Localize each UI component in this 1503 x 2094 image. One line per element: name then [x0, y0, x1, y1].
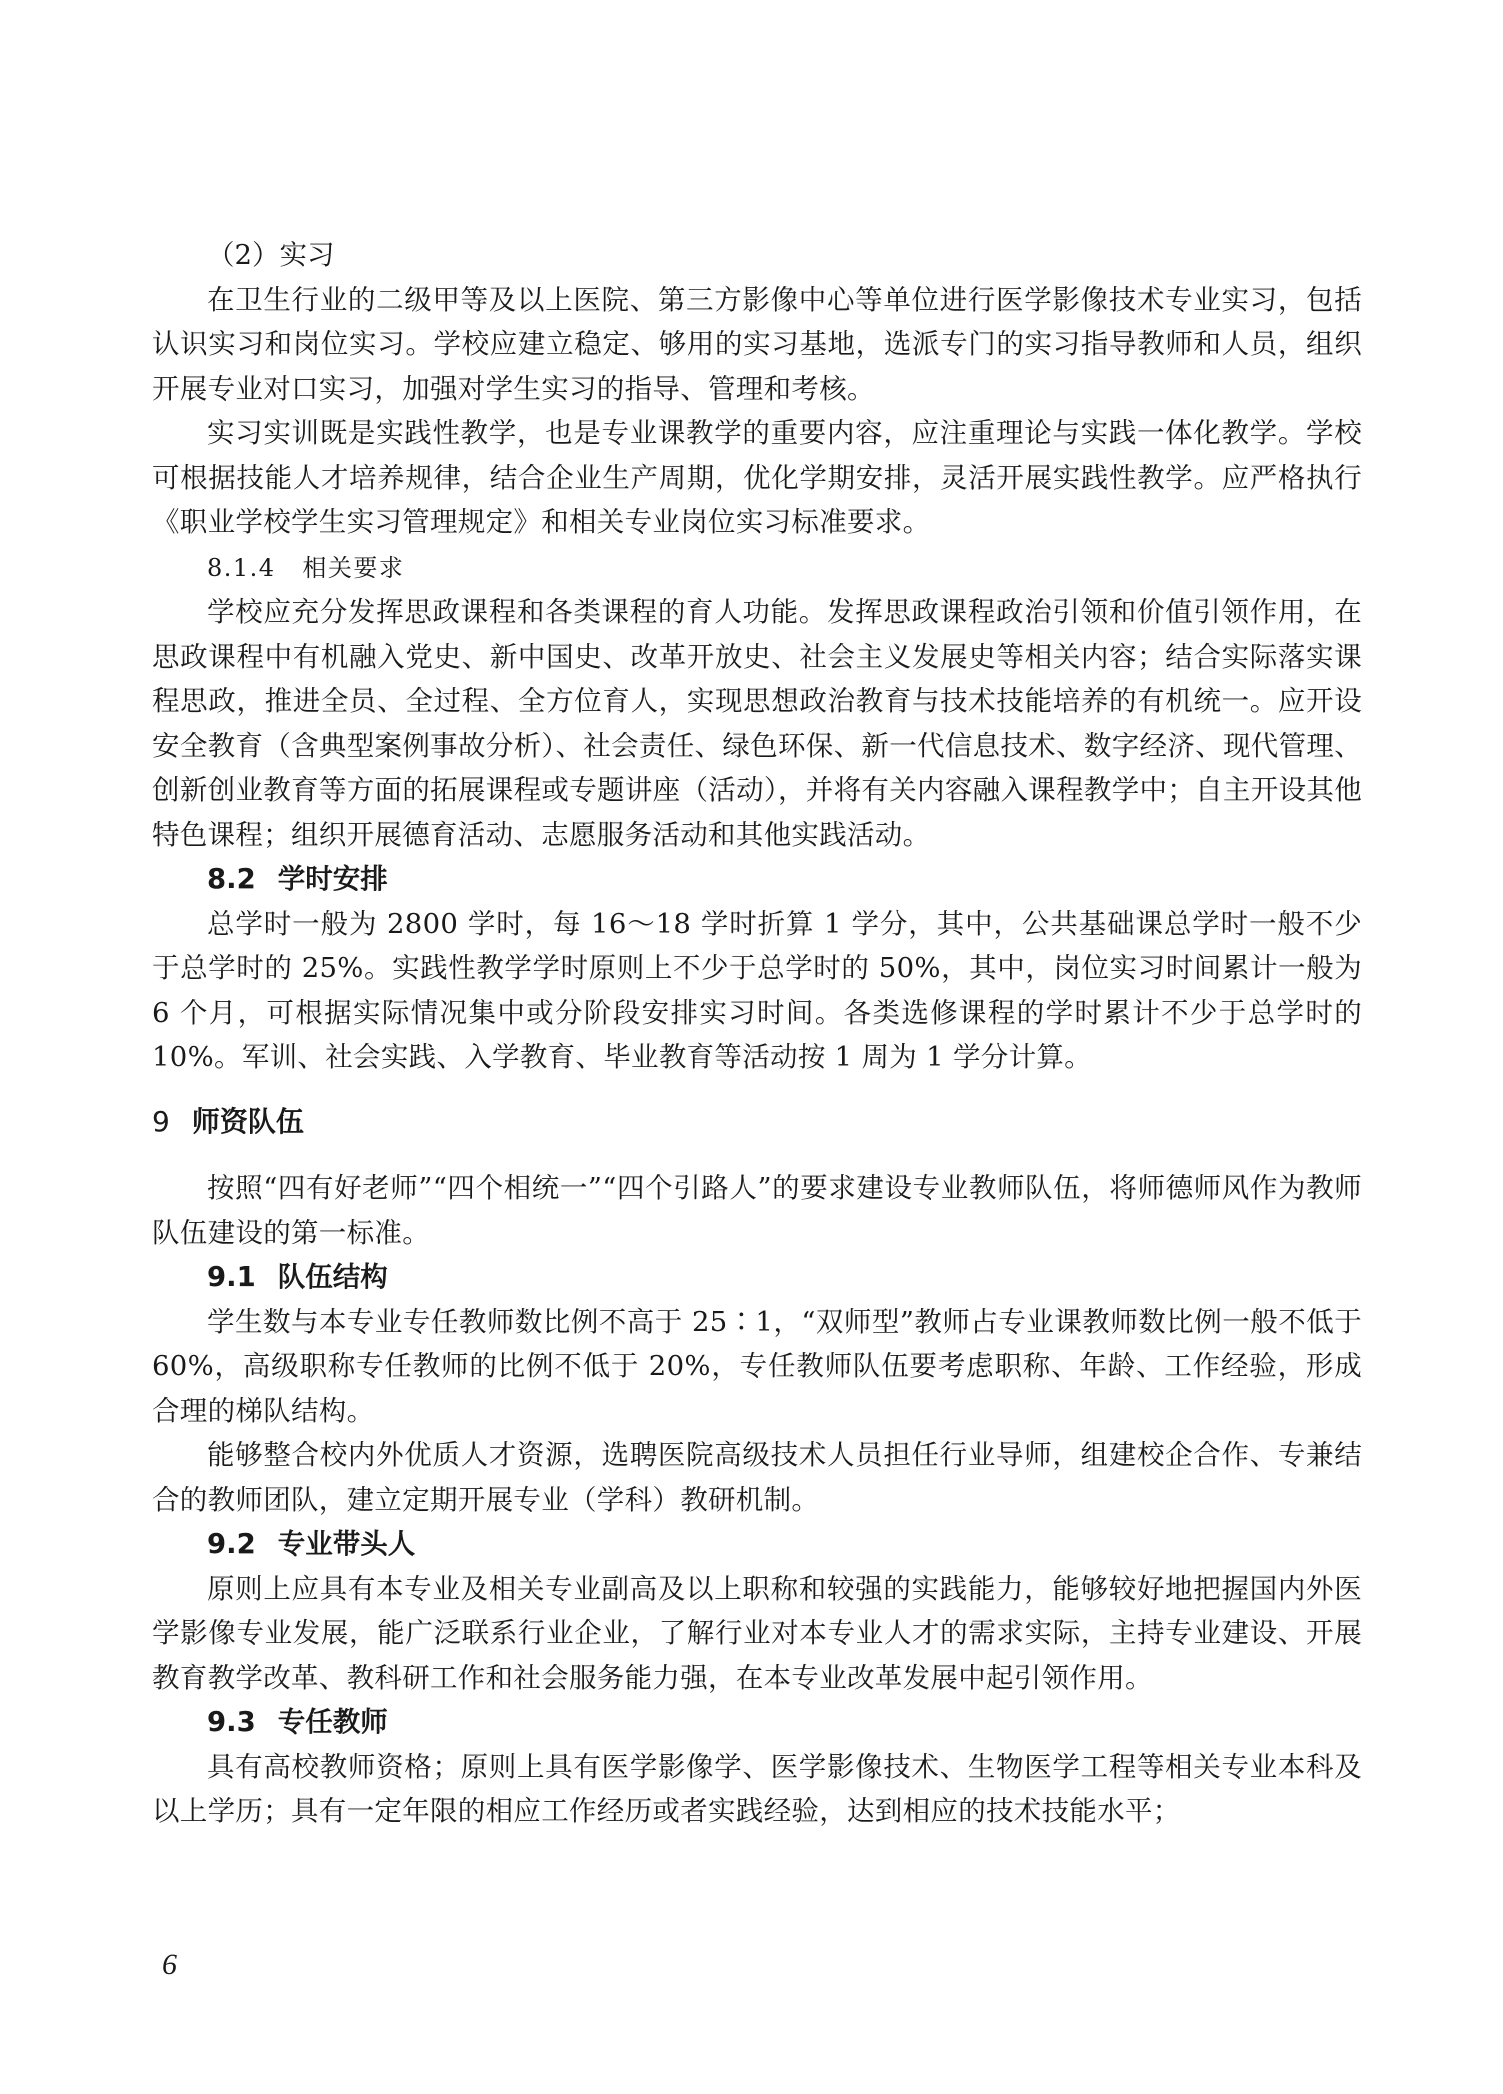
heading-9-2 — [152, 1522, 1362, 1567]
paragraph-discipline-leader: 原则上应具有本专业及相关专业副高及以上职称和较强的实践能力，能够较好地把握国内外医学影像专业发展，能广泛联系行业企业，了解行业对本专业人才的需求实际，主持专业建设、开展教育教学改革、教科研工作和社会服务能力强，在本专业改革发展中起引领作用。 — [152, 1572, 1362, 1694]
paragraph-team-integration: 能够整合校内外优质人才资源，选聘医院高级技术人员担任行业导师，组建校企合作、专兼结合的教师团队，建立定期开展专业（学科）教研机制。 — [152, 1439, 1362, 1516]
heading-9-1-title: 队伍结构 — [277, 1261, 388, 1293]
heading-chapter-9-number: 9 — [152, 1104, 170, 1138]
heading-9-2-number: 9.2 — [207, 1528, 256, 1560]
paragraph-team-ratio: 学生数与本专业专任教师数比例不高于 25∶1，“双师型”教师占专业课教师数比例一般不低于 60%，高级职称专任教师的比例不低于 20%，专任教师队伍要考虑职称、年龄、工作经验，形成合理的梯队结构。 — [152, 1305, 1362, 1427]
heading-chapter-9 — [152, 1100, 1362, 1145]
paragraph-full-time-teachers: 具有高校教师资格；原则上具有医学影像学、医学影像技术、生物医学工程等相关专业本科及以上学历；具有一定年限的相应工作经历或者实践经验，达到相应的技术技能水平； — [152, 1750, 1362, 1827]
paragraph-teacher-standards: 按照“四有好老师”“四个相统一”“四个引路人”的要求建设专业教师队伍，将师德师风作为教师队伍建设的第一标准。 — [152, 1172, 1362, 1249]
heading-9-1-number: 9.1 — [207, 1261, 256, 1293]
heading-8-1-4 — [152, 545, 1362, 591]
heading-8-2 — [152, 857, 1362, 902]
heading-9-1 — [152, 1255, 1362, 1300]
paragraph-internship-sites: 在卫生行业的二级甲等及以上医院、第三方影像中心等单位进行医学影像技术专业实习，包括认识实习和岗位实习。学校应建立稳定、够用的实习基地，选派专门的实习指导教师和人员，组织开展专业对口实习，加强对学生实习的指导、管理和考核。 — [152, 283, 1362, 405]
heading-internship: （2）实习 — [207, 239, 335, 271]
heading-9-3-number: 9.3 — [207, 1706, 256, 1738]
paragraph-related-requirements: 学校应充分发挥思政课程和各类课程的育人功能。发挥思政课程政治引领和价值引领作用，在思政课程中有机融入党史、新中国史、改革开放史、社会主义发展史等相关内容；结合实际落实课程思政，推进全员、全过程、全方位育人，实现思想政治教育与技术技能培养的有机统一。应开设安全教育（含典型案例事故分析）、社会责任、绿色环保、新一代信息技术、数字经济、现代管理、创新创业教育等方面的拓展课程或专题讲座（活动），并将有关内容融入课程教学中；自主开设其他特色课程；组织开展德育活动、志愿服务活动和其他实践活动。 — [152, 596, 1362, 851]
heading-9-3 — [152, 1700, 1362, 1745]
heading-8-1-4-number: 8.1.4 — [207, 553, 276, 582]
heading-8-2-number: 8.2 — [207, 863, 256, 895]
heading-8-2-title: 学时安排 — [277, 863, 388, 895]
page-number: 6 — [162, 1948, 177, 1981]
heading-chapter-9-title: 师资队伍 — [191, 1104, 304, 1138]
document-body — [152, 233, 1362, 1834]
paragraph-class-hours: 总学时一般为 2800 学时，每 16～18 学时折算 1 学分，其中，公共基础课总学时一般不少于总学时的 25%。实践性教学学时原则上不少于总学时的 50%，其中，岗位实习时间累计一般为 6 个月，可根据实际情况集中或分阶段安排实习时间。各类选修课程的学时累计不少于总学时的 10%。军训、社会实践、入学教育、毕业教育等活动按 1 周为 1 学分计算。 — [152, 907, 1362, 1073]
heading-8-1-4-title: 相关要求 — [302, 553, 405, 582]
paragraph-practice-teaching: 实习实训既是实践性教学，也是专业课教学的重要内容，应注重理论与实践一体化教学。学校可根据技能人才培养规律，结合企业生产周期，优化学期安排，灵活开展实践性教学。应严格执行《职业学校学生实习管理规定》和相关专业岗位实习标准要求。 — [152, 417, 1362, 538]
heading-9-3-title: 专任教师 — [277, 1706, 388, 1738]
heading-9-2-title: 专业带头人 — [277, 1528, 416, 1560]
